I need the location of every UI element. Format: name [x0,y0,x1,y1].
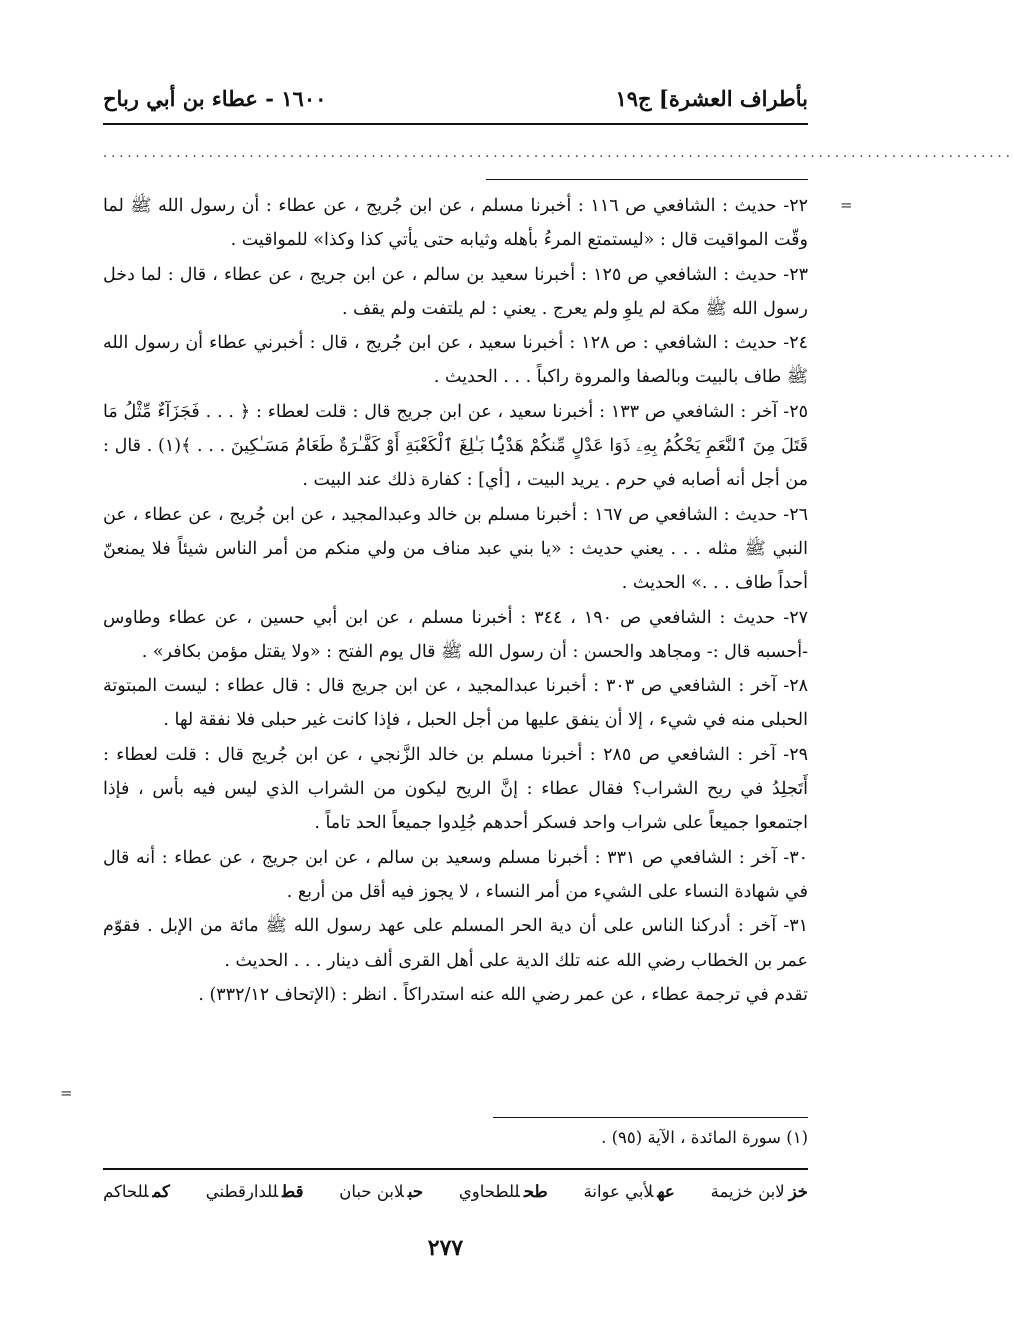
dotted-separator: ................................................................................................................ [103,146,1014,161]
header-book-title: بأطراف العشرة] ج١٩ [615,85,808,111]
abbreviation-label: للطحاوي [458,1182,520,1201]
abbreviations-rule [103,1168,808,1170]
hadith-paragraph-22: ٢٢- حديث : الشافعي ص ١١٦ : أخبرنا مسلم ، عن ابن جُريج ، عن عطاء : أن رسول الله ﷺ لما وقّت المواقيت قال : «ليستمتع المرءُ بأهله وثيابه حتى يأتي كذا وكذا» للمواقيت . [103,196,809,251]
page-number: ٢٧٧ [427,1235,464,1261]
hadith-paragraph-31: ٣١- آخر : أدركنا الناس على أن دية الحر المسلم على عهد رسول الله ﷺ مائة من الإبل . فقوّم عمر بن الخطاب رضي الله عنه تلك الدية على أهل القرى ألف دينار . . . الحديث . [103,916,808,971]
header-entry-title: ١٦٠٠ - عطاء بن أبي رباح [103,85,327,111]
main-text [103,189,808,1012]
hadith-paragraph-30: ٣٠- آخر : الشافعي ص ٣٣١ : أخبرنا مسلم وسعيد بن سالم ، عن ابن جريج ، عن عطاء : أنه قال في شهادة النساء على الشيء من أمر النساء ، لا يجوز فيه أقل من أربع . [103,847,808,902]
hadith-paragraph-25: ٢٥- آخر : الشافعي ص ١٣٣ : أخبرنا سعيد ، عن ابن جريج قال : قلت لعطاء : ﴿ . . . فَجَزَآءٌ مِّثْلُ مَا قَتَلَ مِنَ ٱلنَّعَمِ يَحْكُمُ بِهِۦ ذَوَا عَدْلٍ مِّنكُمْ هَدْيًۢا بَـٰلِغَ ٱلْكَعْبَةِ أَوْ كَفَّـٰرَةٌ طَعَامُ مَسَـٰكِينَ . . . ﴾(١) . قال : من أجل أنه أصابه في حرم . يريد البيت ، [أي] : كفارة ذلك عند البيت . [103,401,808,491]
footnote: (١) سورة المائدة ، الآية (٩٥) . [601,1128,808,1147]
abbreviation-label: للدارقطني [205,1182,279,1201]
abbreviation-item [711,1182,808,1201]
margin-mark-top: = [840,196,853,214]
section-rule [486,179,808,180]
abbreviation-label: للحاكم [103,1182,149,1201]
hadith-paragraph-23: ٢٣- حديث : الشافعي ص ١٢٥ : أخبرنا سعيد بن سالم ، عن ابن جريج ، عن عطاء ، قال : لما دخل رسول الله ﷺ مكة لم يلوِ ولم يعرج . يعني : لم يلتفت ولم يقف . [103,264,809,319]
cross-reference-note: تقدم في ترجمة عطاء ، عن عمر رضي الله عنه استدراكاً . انظر : (الإتحاف ٣٣٢/١٢) . [198,984,808,1005]
abbreviation-code: كم [152,1182,170,1201]
footnote-rule [493,1117,808,1118]
abbreviation-label: لابن حبان [339,1182,404,1201]
abbreviation-code: حب [407,1182,424,1201]
abbreviation-item [459,1182,548,1201]
abbreviation-item [339,1182,423,1201]
header-rule [103,123,808,125]
running-header [103,78,808,118]
abbreviation-item [584,1182,675,1201]
hadith-paragraph-24: ٢٤- حديث : الشافعي : ص ١٢٨ : أخبرنا سعيد ، عن ابن جُريج ، قال : أخبرني عطاء أن رسول الله ﷺ طاف بالبيت وبالصفا والمروة راكباً . . . الحديث . [103,333,808,388]
hadith-paragraph-28: ٢٨- آخر : الشافعي ص ٣٠٣ : أخبرنا عبدالمجيد ، عن ابن جريج قال : قال عطاء : ليست المبتوتة الحبلى منه في شيء ، إلا أن ينفق عليها من أجل الحبل ، فإذا كانت غير حبلى فلا نفقة لها . [103,676,809,731]
hadith-paragraph-27: ٢٧- حديث : الشافعي ص ١٩٠ ، ٣٤٤ : أخبرنا مسلم ، عن ابن أبي حسين ، عن عطاء وطاوس -أحسبه قال :- ومجاهد والحسن : أن رسول الله ﷺ قال يوم الفتح : «ولا يقتل مؤمن بكافر» . [103,607,808,662]
abbreviation-label: لأبي عوانة [583,1182,654,1201]
abbreviation-code: طح [523,1182,548,1201]
abbreviation-code: خز [788,1182,808,1201]
abbreviations-legend [103,1182,808,1201]
abbreviation-item [206,1182,304,1201]
abbreviation-label: لابن خزيمة [710,1182,785,1201]
abbreviation-item [103,1182,170,1201]
hadith-paragraph-29: ٢٩- آخر : الشافعي ص ٢٨٥ : أخبرنا مسلم بن خالد الزَّنجي ، عن ابن جُريج قال : قلت لعطاء : أَتَجلِدُ في ريح الشراب؟ فقال عطاء : إنَّ الريح ليكون من الشراب الذي ليس فيه بأس ، فإذا اجتمعوا جميعاً على شراب واحد فسكر أحدهم جُلِدوا جميعاً الحد تاماً . [103,744,808,834]
hadith-paragraph-26: ٢٦- حديث : الشافعي ص ١٦٧ : أخبرنا مسلم بن خالد وعبدالمجيد ، عن ابن جُريج ، عن عطاء ، عن النبي ﷺ مثله . . . يعني حديث : «يا بني عبد مناف من ولي منكم من أمر الناس شيئاً فلا يمنعنّ أحداً طاف . . .» الحديث . [103,504,808,594]
margin-mark-bottom: = [60,1084,73,1102]
abbreviation-code: قط [282,1182,304,1201]
abbreviation-code: عه [657,1182,675,1201]
